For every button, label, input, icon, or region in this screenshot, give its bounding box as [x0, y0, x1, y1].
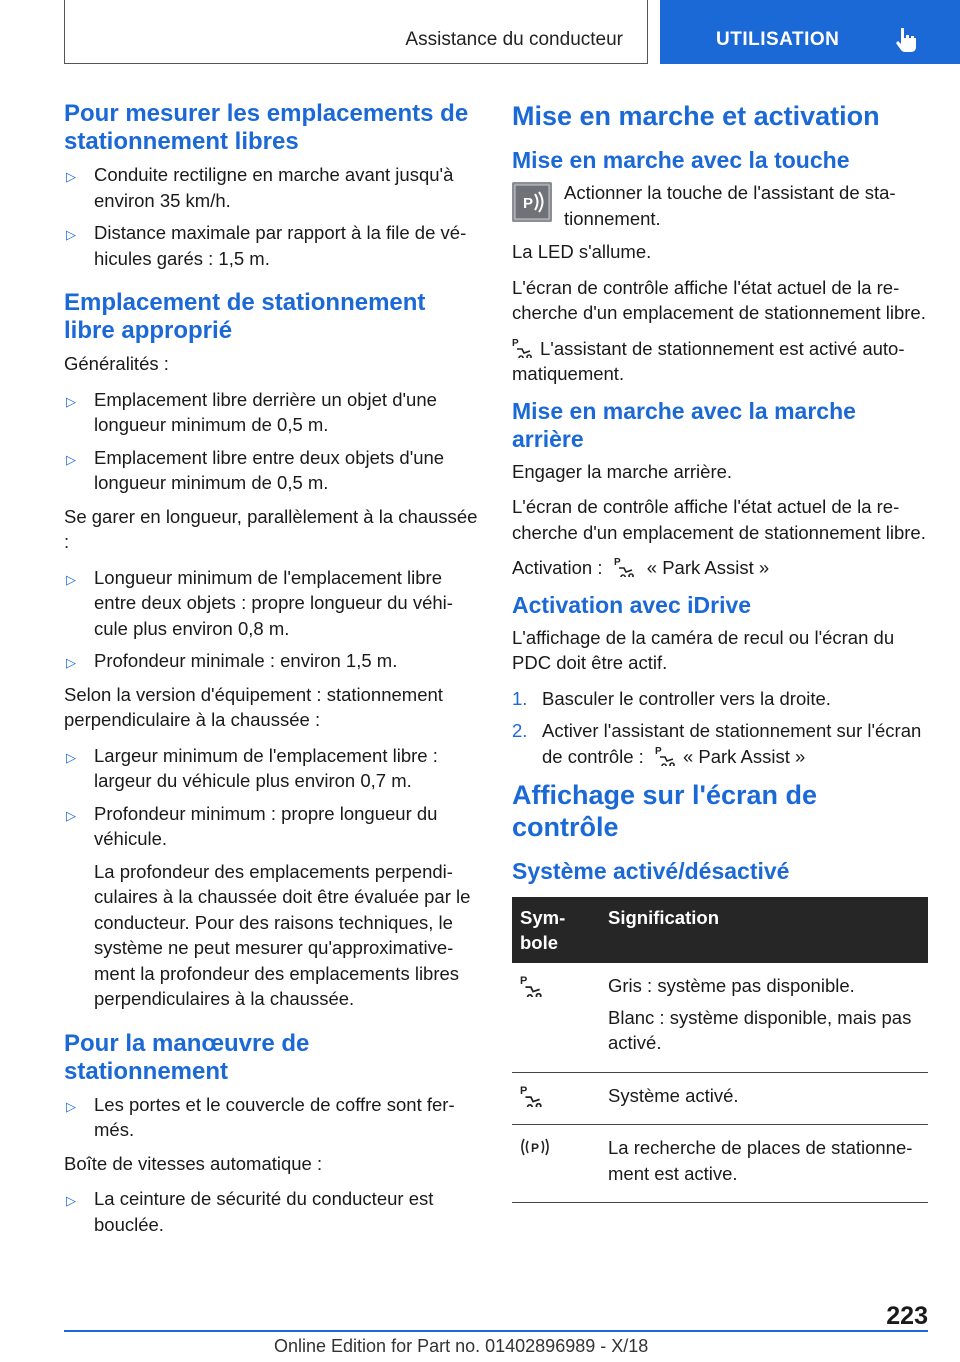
- measure-list: [64, 162, 478, 271]
- list-item: ▷ Emplacement libre derrière un objet d'une longueur minimum de 0,5 m.: [66, 388, 437, 435]
- parallel-label: Se garer en longueur, parallèlement à la chaussée :: [64, 505, 478, 552]
- table-row: [512, 963, 928, 1072]
- park-assist-button-icon: [512, 182, 552, 222]
- meaning-text: Gris : système pas disponible.: [608, 975, 855, 996]
- idrive-text: L'affichage de la caméra de recul ou l'écran du PDC doit être actif.: [512, 626, 895, 673]
- col-meaning-header: Signification: [600, 897, 928, 963]
- hand-pointer-icon: [892, 24, 922, 54]
- park-assist-icon: [520, 973, 544, 997]
- list-item: ▷ Distance maximale par rapport à la file de véhicules garés : 1,5 m.: [66, 222, 467, 269]
- heading-button: Mise en marche avec la touche: [512, 147, 850, 173]
- meaning-text: La recherche de places de stationnement est active.: [608, 1137, 913, 1184]
- perpendicular-list: [64, 743, 478, 1012]
- gearbox-list: [64, 1186, 478, 1237]
- screen-text-2: L'écran de contrôle affiche l'état actuel de la recherche d'un emplacement de stationnement libre.: [512, 496, 926, 543]
- list-item: ▷ Emplacement libre entre deux objets d'une longueur minimum de 0,5 m.: [66, 446, 445, 493]
- heading-maneuver: Pour la manœuvre de stationnement: [64, 1029, 310, 1085]
- col-symbol-header: Symbole: [512, 897, 600, 963]
- list-item: ▷ Les portes et le couvercle de coffre sont fermés.: [66, 1093, 455, 1140]
- footer-divider: [64, 1330, 928, 1332]
- heading-idrive: Activation avec iDrive: [512, 591, 752, 618]
- page-number: 223: [886, 1302, 928, 1330]
- list-item: ▷ La ceinture de sécurité du conducteur est bouclée.: [66, 1188, 434, 1235]
- heading-display: Affichage sur l'écran de contrôle: [512, 780, 818, 842]
- footer-edition: Online Edition for Part no. 01402896989 - X/18: [274, 1336, 649, 1356]
- button-instruction: [512, 180, 928, 231]
- right-column: [512, 100, 928, 1203]
- perpendicular-label: Selon la version d'équipement : stationnement perpendiculaire à la chaussée :: [64, 683, 443, 730]
- activation-line: Activation : P « Park Assist »: [512, 557, 770, 578]
- parallel-list: [64, 565, 478, 674]
- screen-text-1: L'écran de contrôle affiche l'état actuel de la recherche d'un emplacement de stationnement libre.: [512, 276, 926, 323]
- chapter-tab[interactable]: [660, 0, 960, 64]
- parking-search-icon: [520, 1135, 550, 1159]
- heading-suitable: Emplacement de stationnement libre approprié: [64, 289, 426, 344]
- list-item: ▷ Profondeur minimale : environ 1,5 m.: [66, 650, 398, 671]
- table-row: [512, 1125, 928, 1203]
- heading-reverse: Mise en marche avec la marche arrière: [512, 397, 856, 452]
- park-assist-icon: [614, 555, 636, 577]
- svg-text:P: P: [520, 1084, 528, 1097]
- auto-text: P L'assistant de stationnement est activé automatiquement.: [512, 337, 905, 384]
- left-column: [64, 100, 478, 1245]
- svg-text:P: P: [512, 337, 519, 349]
- svg-text:P: P: [531, 1141, 540, 1155]
- section-title: Assistance du conducteur: [405, 29, 623, 50]
- heading-measure: Pour mesurer les emplacements de stationnement libres: [64, 100, 469, 155]
- park-assist-icon: [520, 1083, 544, 1107]
- header-frame: [64, 0, 648, 64]
- general-list: [64, 387, 478, 496]
- svg-text:P: P: [654, 745, 662, 757]
- gearbox-label: Boîte de vitesses automatique :: [64, 1152, 323, 1174]
- reverse-text: Engager la marche arrière.: [512, 460, 733, 482]
- general-label: Généralités :: [64, 353, 169, 374]
- list-item: ▷ Conduite rectiligne en marche avant jusqu'à environ 35 km/h.: [66, 164, 454, 211]
- svg-text:P: P: [613, 557, 621, 568]
- list-item: ▷ Longueur minimum de l'emplacement libre entre deux objets : propre longueur du véhicule plus environ 0,8 m.: [66, 566, 453, 639]
- meaning-text: Blanc : système disponible, mais pas activé.: [608, 1006, 912, 1053]
- park-assist-icon: [655, 744, 677, 766]
- led-text: La LED s'allume.: [512, 241, 652, 262]
- heading-status: Système activé/désactivé: [512, 858, 790, 884]
- svg-text:P: P: [523, 195, 534, 212]
- list-item: ▷ Largeur minimum de l'emplacement libre : largeur du véhicule plus environ 0,7 m.: [66, 744, 438, 791]
- svg-text:P: P: [520, 974, 528, 987]
- heading-start: Mise en marche et activation: [512, 101, 880, 131]
- steps-list: [512, 686, 928, 770]
- park-assist-icon: [512, 336, 534, 358]
- chapter-tab-label: UTILISATION: [716, 29, 840, 50]
- button-text: Actionner la touche de l'assistant de stationnement.: [564, 182, 896, 229]
- list-item: ▷ Profondeur minimum : propre longueur du véhicule. La profondeur des emplacements perpendiculaires à la chaussée doit être évaluée par le conducteur. Pour des raisons techniques, le système ne peut mesurer qu'approximativement la profondeur des emplacements libres perpendiculaires à la chaussée.: [64, 801, 478, 1012]
- step-item: 2. Activer l'assistant de stationnement sur l'écran de contrôle : P « Park Assist »: [512, 720, 922, 767]
- symbol-table: [512, 897, 928, 1203]
- step-item: 1. Basculer le controller vers la droite.: [512, 687, 831, 709]
- table-row: [512, 1072, 928, 1125]
- meaning-text: Système activé.: [608, 1084, 739, 1106]
- maneuver-list: [64, 1092, 478, 1143]
- perpendicular-note: La profondeur des emplacements perpendiculaires à la chaussée doit être évaluée par le conducteur. Pour des raisons techniques, le système ne peut mesurer qu'approximativement la profondeur des emplacements libres perpendiculaires à la chaussée.: [94, 860, 471, 1009]
